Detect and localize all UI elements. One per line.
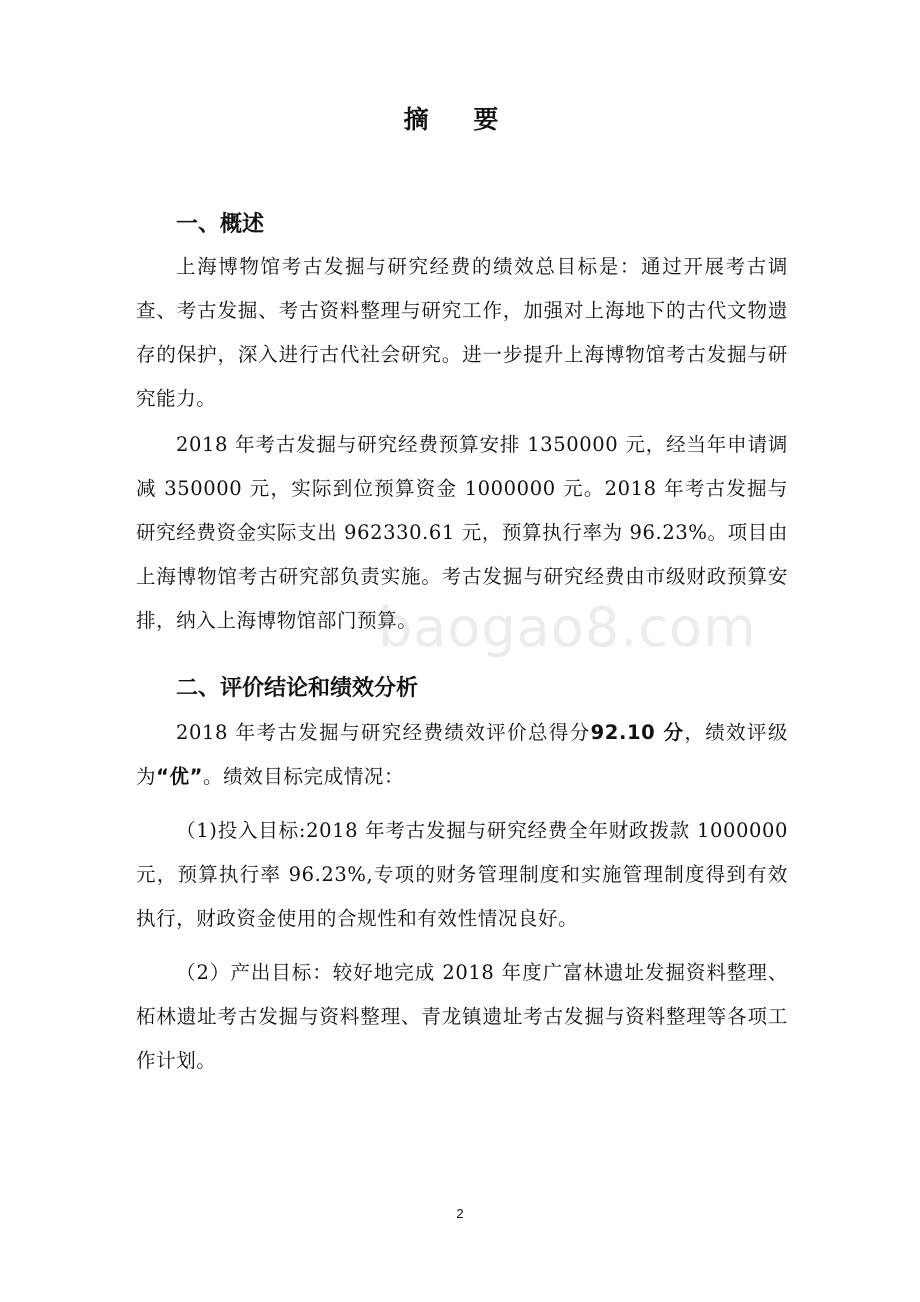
watermark: baogao8.com [378, 596, 757, 659]
performance-grade: “优” [156, 765, 204, 788]
overview-paragraph-budget: 2018 年考古发掘与研究经费预算安排 1350000 元，经当年申请调减 350000 元，实际到位预算资金 1000000 元。2018 年考古发掘与研究经费资金实际支出 962330.61 元，预算执行率为 96.23%。项目由上海博物馆考古研究部负责实施。考古发掘与研究经费由市级财政预算安排，纳入上海博物馆部门预算。 [136, 433, 788, 632]
evaluation-score-paragraph [136, 711, 788, 799]
section-heading-evaluation: 二、评价结论和绩效分析 [176, 676, 419, 701]
score-text-middle: ，绩效评级为 [136, 721, 788, 788]
input-goal-paragraph: （1)投入目标:2018 年考古发掘与研究经费全年财政拨款 1000000 元，预算执行率 96.23%,专项的财务管理制度和实施管理制度得到有效执行，财政资金使用的合规性和有效性情况良好。 [136, 819, 788, 930]
overview-paragraph-goal: 上海博物馆考古发掘与研究经费的绩效总目标是：通过开展考古调查、考古发掘、考古资料整理与研究工作，加强对上海地下的古代文物遗存的保护，深入进行古代社会研究。进一步提升上海博物馆考古发掘与研究能力。 [136, 255, 788, 410]
total-score: 92.10 分 [590, 721, 685, 744]
page-number: 2 [456, 1206, 464, 1221]
page-title: 摘 要 [403, 105, 517, 134]
output-goal-paragraph: （2）产出目标：较好地完成 2018 年度广富林遗址发掘资料整理、柘林遗址考古发掘与资料整理、青龙镇遗址考古发掘与资料整理等各项工作计划。 [136, 961, 788, 1072]
section-heading-overview: 一、概述 [176, 212, 265, 237]
score-text-after: 。绩效目标完成情况： [203, 765, 405, 788]
score-text-before: 2018 年考古发掘与研究经费绩效评价总得分 [176, 721, 591, 744]
